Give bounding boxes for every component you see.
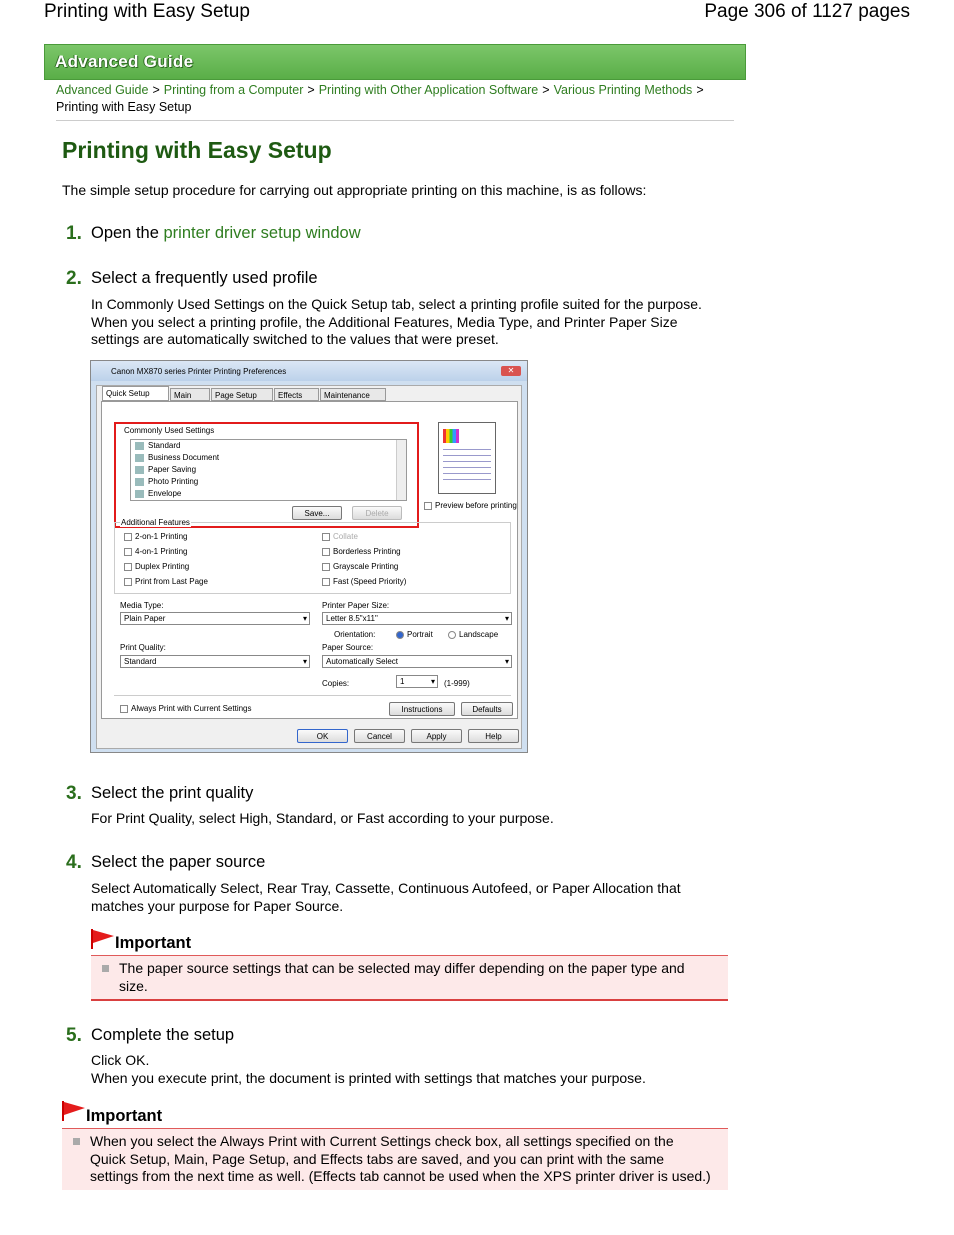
feature-checkbox[interactable]: [124, 532, 187, 541]
important-line: Quick Setup, Main, Page Setup, and Effects tabs are saved, and you can print with the same: [90, 1150, 665, 1167]
list-item-label: Paper Saving: [148, 465, 197, 474]
dialog-title: Canon MX870 series Printer Printing Preferences: [111, 367, 287, 376]
step-body-line: Click OK.: [91, 1052, 150, 1068]
important-text: [119, 960, 685, 995]
tab-effects[interactable]: Effects: [274, 388, 319, 401]
profiles-list[interactable]: [130, 439, 407, 501]
breadcrumb-current: Printing with Easy Setup: [56, 100, 192, 114]
step-body-line: When you execute print, the document is printed with settings that matches your purpose.: [91, 1069, 646, 1086]
highlight-frame: [114, 422, 419, 528]
feature-checkbox[interactable]: [124, 562, 189, 571]
step-body: [91, 296, 702, 349]
step-title: Complete the setup: [91, 1026, 235, 1044]
feature-label: Print from Last Page: [135, 577, 208, 586]
step-title: Select the paper source: [91, 853, 266, 871]
step-number: 5.: [66, 1025, 82, 1046]
important-flag-icon: [62, 1100, 86, 1122]
advanced-guide-banner: [44, 44, 746, 80]
paper-source-select[interactable]: Automatically Select ▾: [322, 655, 512, 668]
checkbox-box: [322, 533, 330, 541]
print-quality-select[interactable]: Standard ▾: [120, 655, 310, 668]
printer-driver-setup-link[interactable]: printer driver setup window: [163, 224, 361, 242]
step-body-line: settings are automatically switched to the values that were preset.: [91, 331, 499, 347]
feature-checkbox[interactable]: [124, 547, 187, 556]
dialog-titlebar: [91, 361, 527, 381]
feature-label: Borderless Printing: [333, 547, 401, 556]
bullet-icon: [102, 965, 109, 972]
step-body-line: When you select a printing profile, the Additional Features, Media Type, and Printer Paper Size: [91, 313, 678, 330]
orientation-label: Orientation:: [334, 630, 376, 639]
divider: [114, 695, 511, 696]
profile-icon: [135, 490, 144, 498]
checkbox-box: [120, 705, 128, 713]
step-number: 3.: [66, 783, 82, 804]
list-item-label: Envelope: [148, 489, 182, 498]
copies-range: (1-999): [444, 679, 470, 688]
important-line: When you select the Always Print with Current Settings check box, all settings specified on the: [90, 1133, 674, 1149]
important-box: [91, 955, 728, 1001]
copies-label: Copies:: [322, 679, 350, 688]
step-body-line: For Print Quality, select High, Standard, or Fast according to your purpose.: [91, 810, 554, 826]
preview-line: [443, 455, 491, 456]
feature-checkbox[interactable]: [124, 577, 208, 586]
apply-button[interactable]: Apply: [411, 729, 462, 743]
defaults-button[interactable]: Defaults: [461, 702, 513, 716]
commonly-used-label: Commonly Used Settings: [124, 426, 215, 435]
feature-label: 4-on-1 Printing: [135, 547, 188, 556]
feature-label: Collate: [333, 532, 358, 541]
preview-label: Preview before printing: [435, 501, 517, 510]
preview-line: [443, 473, 491, 474]
help-button[interactable]: Help: [468, 729, 519, 743]
breadcrumb-separator: >: [152, 83, 160, 97]
step-body: [91, 880, 681, 915]
list-item-label: Business Document: [148, 453, 220, 462]
additional-features-label: Additional Features: [121, 518, 190, 527]
step-title-text: Open the: [91, 224, 164, 242]
portrait-label: Portrait: [407, 630, 433, 639]
important-line: The paper source settings that can be selected may differ depending on the paper type and: [119, 960, 685, 976]
step-body-line: matches your purpose for Paper Source.: [91, 897, 344, 914]
list-scrollbar[interactable]: [396, 440, 406, 500]
list-item-label: Photo Printing: [148, 477, 199, 486]
list-item[interactable]: [135, 476, 198, 488]
landscape-radio[interactable]: [448, 630, 498, 639]
feature-checkbox[interactable]: [322, 562, 398, 571]
preview-line: [443, 467, 491, 468]
portrait-radio[interactable]: [396, 630, 433, 639]
bullet-icon: [73, 1138, 80, 1145]
tab-maintenance[interactable]: Maintenance: [320, 388, 386, 401]
close-icon[interactable]: ✕: [501, 366, 521, 376]
feature-checkbox[interactable]: [322, 547, 401, 556]
step-title: [91, 224, 361, 243]
save-button[interactable]: Save...: [292, 506, 342, 520]
checkbox-box: [124, 533, 132, 541]
feature-label: Grayscale Printing: [333, 562, 399, 571]
step-number: 1.: [66, 223, 82, 244]
preview-color-bars: [443, 429, 459, 443]
page-counter: Page 306 of 1127 pages: [704, 1, 910, 22]
radio-dot: [448, 631, 456, 639]
print-preview: [438, 422, 496, 494]
breadcrumb-link[interactable]: Advanced Guide: [56, 83, 149, 97]
feature-label: Fast (Speed Priority): [333, 577, 407, 586]
dialog-body: [96, 385, 522, 749]
list-item[interactable]: [135, 488, 181, 500]
step-title: Select the print quality: [91, 784, 254, 802]
delete-button[interactable]: Delete: [352, 506, 402, 520]
checkbox-box: [322, 578, 330, 586]
important-box: [62, 1128, 728, 1190]
checkbox-box: [124, 578, 132, 586]
feature-checkbox[interactable]: [322, 577, 406, 586]
checkbox-box: [424, 502, 432, 510]
important-title: Important: [115, 934, 192, 952]
step-body: [91, 810, 554, 828]
tab-main[interactable]: Main: [170, 388, 210, 401]
step-body-line: In Commonly Used Settings on the Quick Setup tab, select a printing profile suited for the purpose.: [91, 296, 702, 312]
always-print-label: Always Print with Current Settings: [131, 704, 252, 713]
preview-line: [443, 461, 491, 462]
step-title: Select a frequently used profile: [91, 269, 318, 287]
always-print-checkbox[interactable]: [120, 704, 252, 713]
important-line: settings from the next time as well. (Effects tab cannot be used when the XPS printer driver is used.): [90, 1168, 711, 1184]
breadcrumb-link[interactable]: Printing from a Computer: [163, 83, 304, 97]
breadcrumb-link[interactable]: Various Printing Methods: [553, 83, 693, 97]
print-quality-label: Print Quality:: [120, 643, 166, 652]
media-type-label: Media Type:: [120, 601, 164, 610]
tab-page-setup[interactable]: Page Setup: [211, 388, 273, 401]
feature-label: Duplex Printing: [135, 562, 190, 571]
feature-label: 2-on-1 Printing: [135, 532, 188, 541]
ok-button[interactable]: OK: [297, 729, 348, 743]
document-header-title: Printing with Easy Setup: [44, 1, 250, 22]
important-title: Important: [86, 1107, 163, 1125]
step-body-line: Select Automatically Select, Rear Tray, Cassette, Continuous Autofeed, or Paper Allocation that: [91, 880, 681, 896]
tab-quick-setup[interactable]: Quick Setup: [102, 386, 169, 401]
profile-icon: [135, 478, 144, 486]
list-item-label: Standard: [148, 441, 181, 450]
profile-icon: [135, 454, 144, 462]
breadcrumb: [56, 82, 736, 116]
landscape-label: Landscape: [459, 630, 499, 639]
step-number: 4.: [66, 852, 82, 873]
breadcrumb-separator: >: [542, 83, 550, 97]
cancel-button[interactable]: Cancel: [354, 729, 405, 743]
preview-checkbox[interactable]: [424, 501, 517, 510]
intro-text: The simple setup procedure for carrying out appropriate printing on this machine, is as follows:: [62, 182, 647, 198]
feature-checkbox[interactable]: [322, 532, 358, 541]
radio-dot: [396, 631, 404, 639]
checkbox-box: [124, 548, 132, 556]
quick-setup-panel: [101, 401, 518, 719]
important-flag-icon: [91, 928, 115, 950]
media-type-select[interactable]: Plain Paper ▾: [120, 612, 310, 625]
preview-line: [443, 479, 491, 480]
page-title: Printing with Easy Setup: [62, 137, 332, 163]
paper-size-label: Printer Paper Size:: [322, 601, 390, 610]
breadcrumb-separator: >: [307, 83, 315, 97]
instructions-button[interactable]: Instructions: [389, 702, 455, 716]
paper-source-label: Paper Source:: [322, 643, 374, 652]
list-item[interactable]: [135, 452, 219, 464]
step-body: [91, 1052, 646, 1087]
list-item[interactable]: [135, 464, 196, 476]
breadcrumb-link[interactable]: Printing with Other Application Software: [318, 83, 539, 97]
checkbox-box: [322, 548, 330, 556]
paper-size-select[interactable]: Letter 8.5"x11" ▾: [322, 612, 512, 625]
checkbox-box: [322, 563, 330, 571]
preview-line: [443, 449, 491, 450]
printing-preferences-dialog: [90, 360, 528, 753]
banner-label: Advanced Guide: [55, 52, 194, 71]
profile-icon: [135, 442, 144, 450]
important-text: [90, 1133, 711, 1186]
list-item[interactable]: [135, 440, 180, 452]
important-line: size.: [119, 977, 148, 994]
step-number: 2.: [66, 268, 82, 289]
profile-icon: [135, 466, 144, 474]
checkbox-box: [124, 563, 132, 571]
divider: [56, 120, 734, 121]
breadcrumb-separator: >: [696, 83, 704, 97]
copies-input[interactable]: 1 ▾: [396, 675, 438, 688]
